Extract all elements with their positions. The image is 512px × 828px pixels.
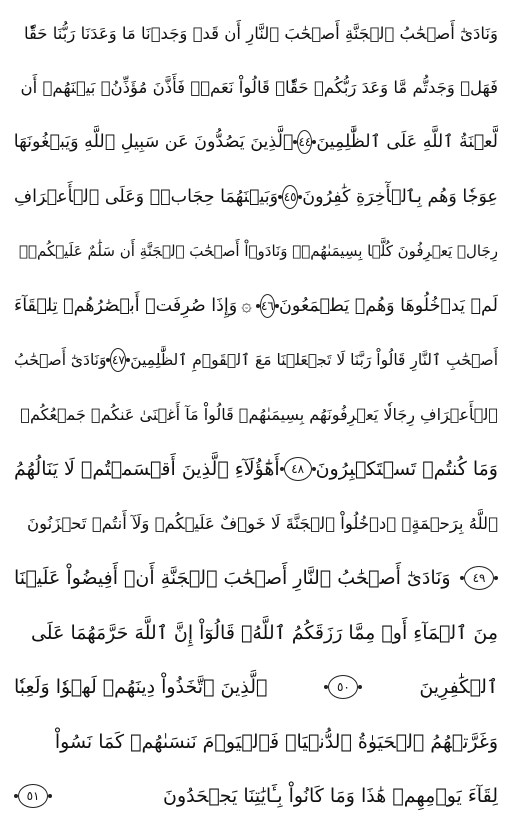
verse-text: لَمۡ يَدۡخُلُوهَا وَهُمۡ يَطۡمَعُونَ [279, 295, 498, 316]
verse-line [14, 224, 498, 279]
verse-line [14, 333, 498, 388]
verse-text: فَهَلۡ وَجَدتُّم مَّا وَعَدَ رَبُّكُمۡ حَقّٗاۖ قَالُواْ نَعَمۡۚ فَأَذَّنَ مُؤَذِّنُۢ بَيۡنَهُمۡ أَن [20, 78, 498, 98]
verse-line [14, 660, 498, 715]
verse-text: لِقَآءَ يَوۡمِهِمۡ هَٰذَا وَمَا كَانُواْ بِـَٔايَٰتِنَا يَجۡحَدُونَ [163, 785, 498, 808]
verse-line [14, 388, 498, 443]
verse-line [14, 279, 498, 334]
verse-line [14, 442, 498, 497]
verse-text: وَنَادَىٰٓ أَصۡحَٰبُ ٱلنَّارِ أَصۡحَٰبَ ٱلۡجَنَّةِ أَنۡ أَفِيضُواْ عَلَيۡنَا [14, 567, 451, 590]
ayah-number-marker: ٥١ [18, 784, 48, 808]
verse-line [14, 715, 498, 770]
verse-text: وَمَا كُنتُمۡ تَسۡتَكۡبِرُونَ [315, 458, 498, 481]
verse-text: ٱللَّهُ بِرَحۡمَةٍۚ ٱدۡخُلُواْ ٱلۡجَنَّةَ لَا خَوۡفٌ عَلَيۡكُمۡ وَلَآ أَنتُمۡ تَحۡزَنُونَ [27, 514, 498, 534]
ayah-number-marker: ٤٨ [284, 457, 312, 481]
verse-line [14, 497, 498, 552]
verse-line [14, 115, 498, 170]
verse-text: رِجَالٞ يَعۡرِفُونَ كُلَّۢا بِسِيمَىٰهُمۡۚ وَنَادَوۡاْ أَصۡحَٰبَ ٱلۡجَنَّةِ أَن سَلَٰمٌ عَلَيۡكُمۡۚ [18, 242, 498, 261]
hizb-marker-icon: ۞ [241, 295, 252, 317]
verse-line [14, 769, 498, 824]
verse-text: ٱلۡكَٰفِرِينَ [419, 676, 498, 699]
verse-line [14, 61, 498, 116]
ayah-number-marker: ٤٩ [464, 566, 494, 590]
verse-text: ٱلَّذِينَ يَصُدُّونَ عَن سَبِيلِ ٱللَّهِ وَيَبۡغُونَهَا [14, 132, 294, 153]
verse-line [14, 606, 498, 661]
verse-text: عِوَجٗا وَهُم بِٱلۡأٓخِرَةِ كَٰفِرُونَ [302, 186, 498, 207]
verse-text: وَنَادَىٰٓ أَصۡحَٰبُ [14, 351, 107, 370]
verse-line [14, 6, 498, 61]
ayah-number-marker: ٤٦ [260, 294, 275, 318]
verse-text: ٱلۡأَعۡرَافِ رِجَالٗا يَعۡرِفُونَهُم بِسِيمَىٰهُمۡ قَالُواْ مَآ أَغۡنَىٰ عَنكُمۡ جَمۡعُكُمۡ [20, 405, 498, 425]
verse-text: أَهَٰٓؤُلَآءِ ٱلَّذِينَ أَقۡسَمۡتُمۡ لَا يَنَالُهُمُ [14, 458, 280, 481]
verse-line [14, 551, 498, 606]
ayah-number-marker: ٥٠ [328, 675, 358, 699]
verse-text: مِنَ ٱلۡمَآءِ أَوۡ مِمَّا رَزَقَكُمُ ٱللَّهُۚ قَالُوٓاْ إِنَّ ٱللَّهَ حَرَّمَهُمَا عَلَى [30, 621, 498, 644]
verse-text: لَّعۡنَةُ ٱللَّهِ عَلَى ٱلظَّٰلِمِينَ [316, 132, 498, 153]
verse-text: وَغَرَّتۡهُمُ ٱلۡحَيَوٰةُ ٱلدُّنۡيَاۚ فَٱلۡيَوۡمَ نَنسَىٰهُمۡ كَمَا نَسُواْ [54, 730, 498, 753]
verse-text: أَصۡحَٰبِ ٱلنَّارِ قَالُواْ رَبَّنَا لَا تَجۡعَلۡنَا مَعَ ٱلۡقَوۡمِ ٱلظَّٰلِمِينَ [130, 351, 498, 370]
ayah-number-marker: ٤٥ [282, 185, 298, 209]
verse-text: وَإِذَا صُرِفَتۡ أَبۡصَٰرُهُمۡ تِلۡقَآءَ [14, 295, 238, 316]
ayah-number-marker: ٤٧ [110, 348, 126, 372]
ayah-number-marker: ٤٤ [297, 130, 312, 154]
verse-text: ٱلَّذِينَ ٱتَّخَذُواْ دِينَهُمۡ لَهۡوٗا وَلَعِبٗا [14, 676, 268, 699]
verse-text: وَنَادَىٰٓ أَصۡحَٰبُ ٱلۡجَنَّةِ أَصۡحَٰبَ ٱلنَّارِ أَن قَدۡ وَجَدۡنَا مَا وَعَدَنَا رَبُّنَا حَقّٗا [23, 23, 498, 43]
verse-line [14, 170, 498, 225]
verse-text: وَبَيۡنَهُمَا حِجَابٞۚ وَعَلَى ٱلۡأَعۡرَافِ [14, 186, 279, 207]
